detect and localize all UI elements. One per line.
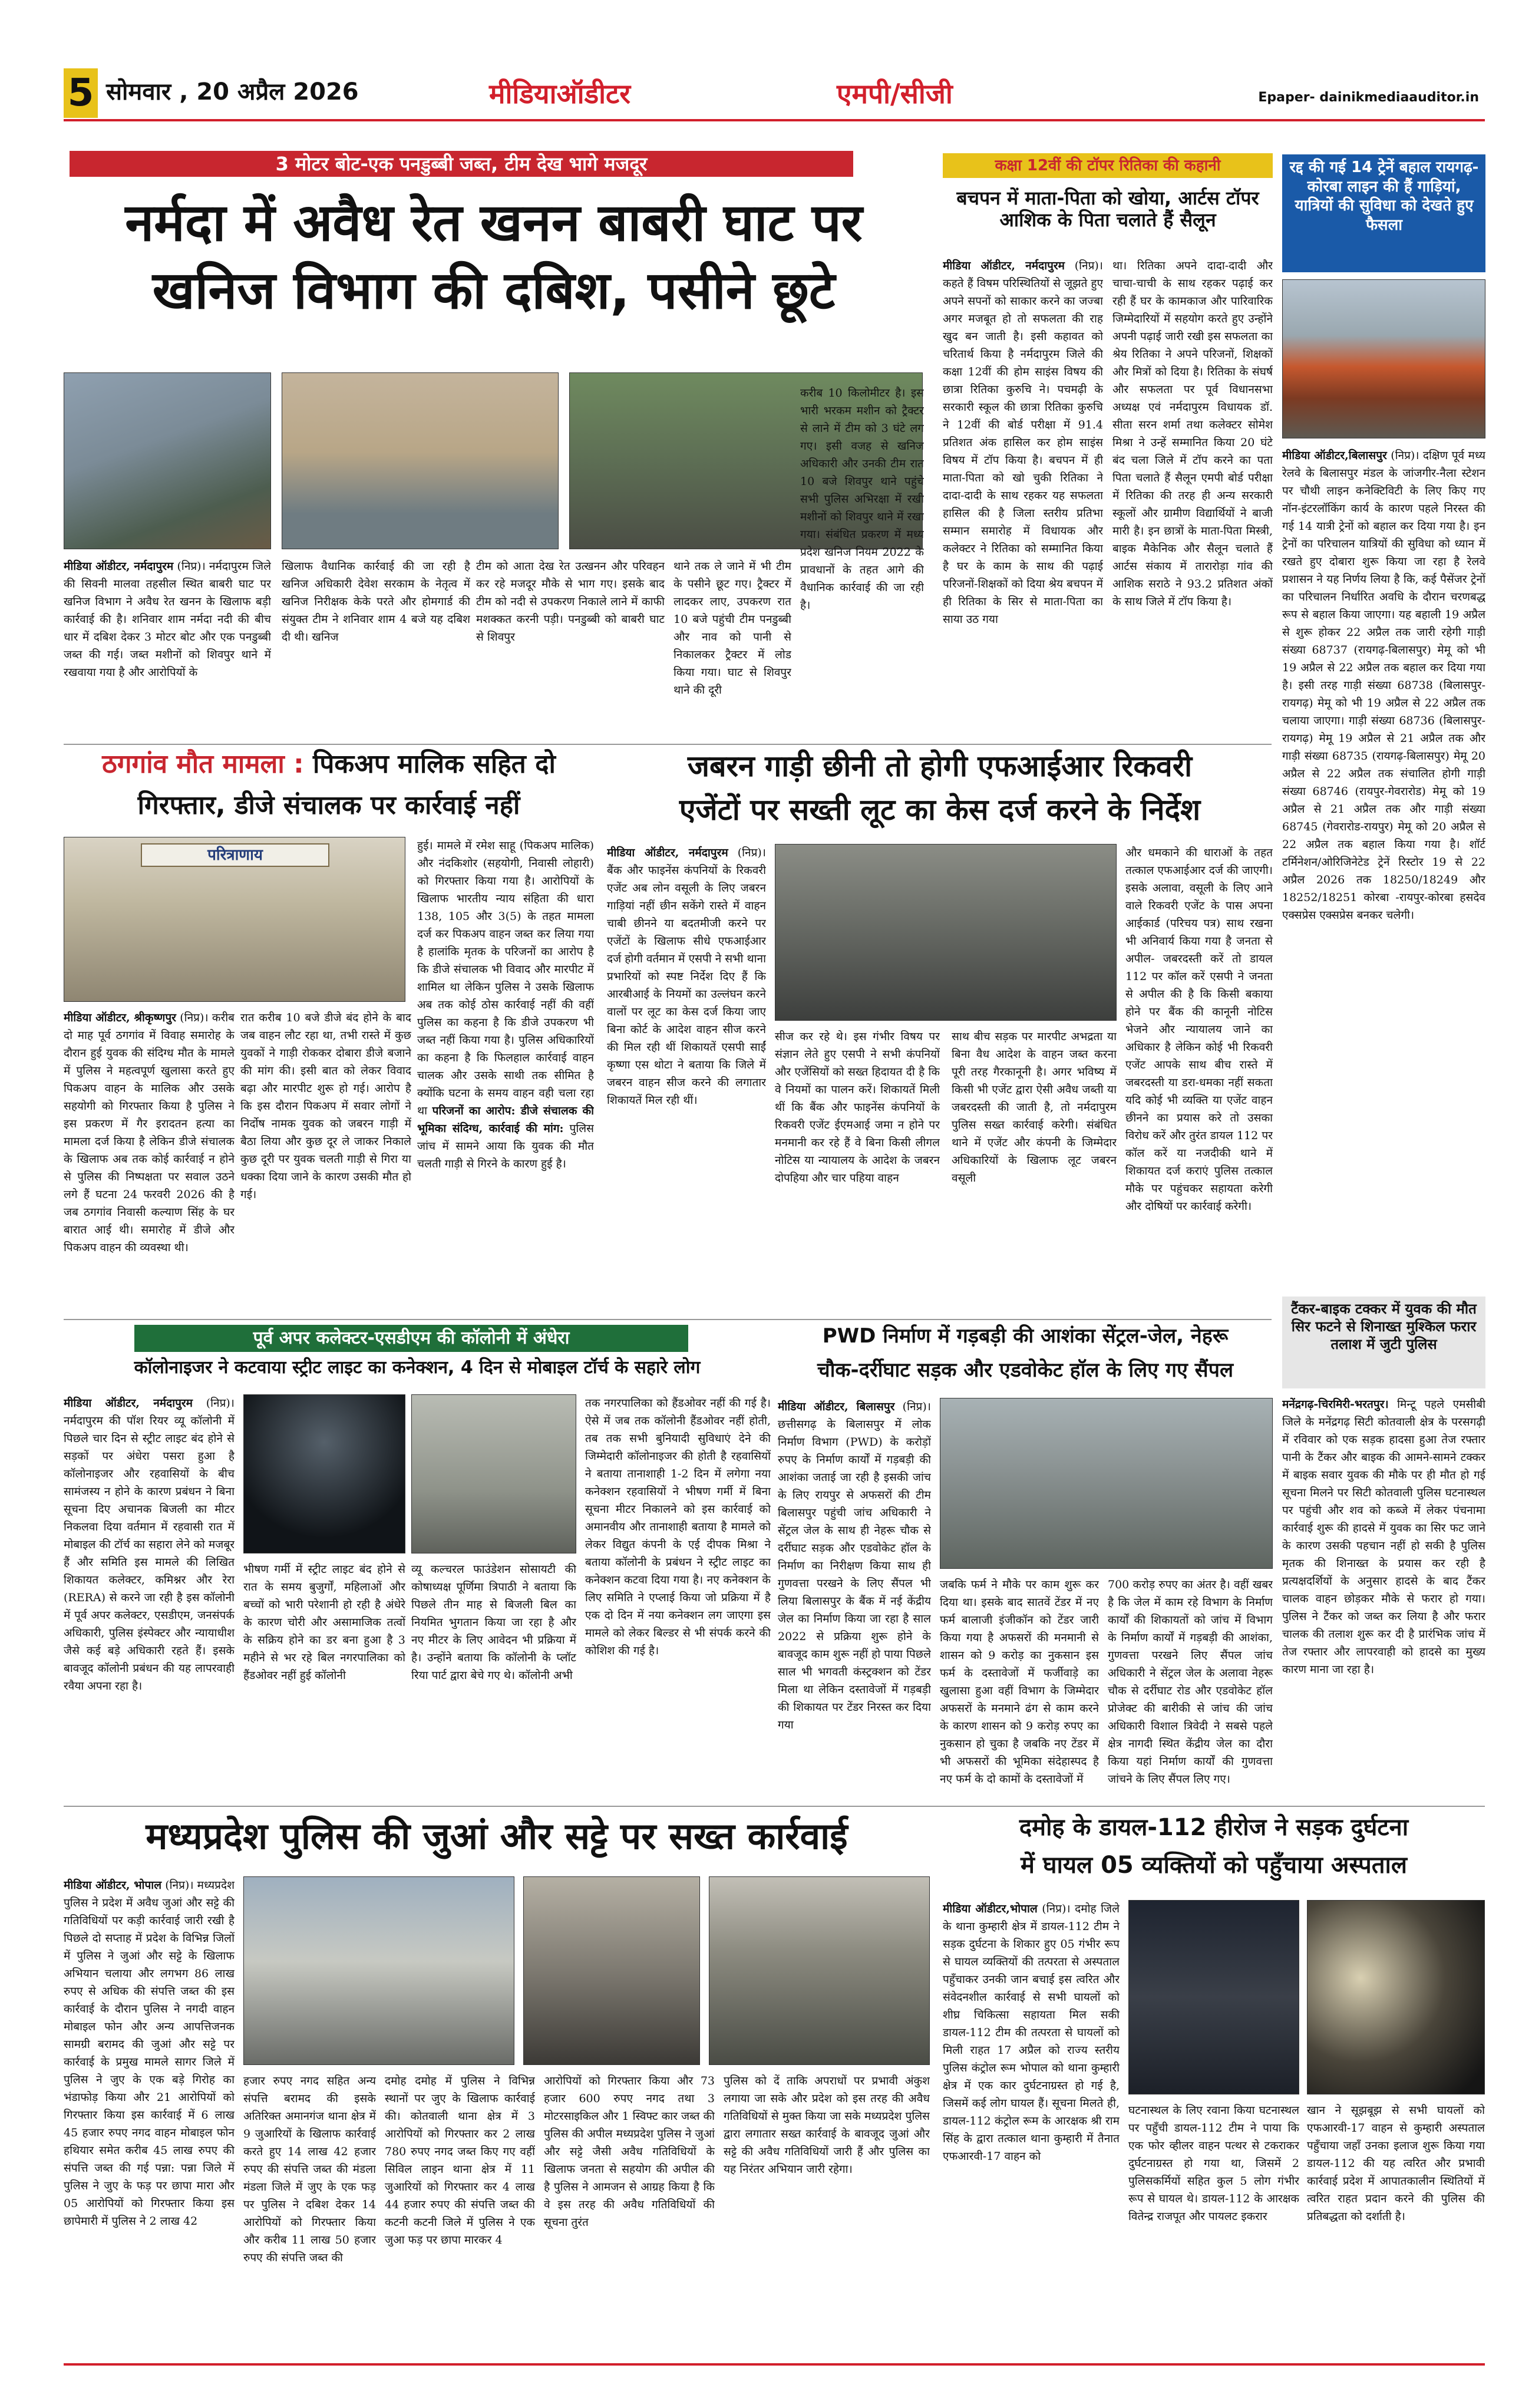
- station-banner: परित्राणाय: [141, 843, 329, 867]
- accused-group-photo: [709, 1876, 930, 2065]
- story-kicker: पूर्व अपर कलेक्टर-एसडीएम की कॉलोनी में अंधेरा: [253, 1328, 570, 1348]
- seized-bikes-photo: [775, 844, 1117, 1021]
- body-col-5: पुलिस को दें ताकि अपराधों पर प्रभावी अंकुश लगाया जा सके और प्रदेश को इस तरह की अवैध गतिविधियों से मुक्त किया जा सके मध्यप्रदेश पुलिस द्वारा लगातार सख्त कार्रवाई के बावजूद जुआं और सट्टे की अवैध गतिविधियों जारी हैं और पुलिस का यह निरंतर अभियान जारी रहेगा।: [724, 2074, 930, 2176]
- divider: [64, 1806, 1485, 1807]
- body-col-2: था। रितिका अपने दादा-दादी और चाचा-चाची के साथ रहकर पढ़ाई कर रही हैं घर के कामकाज और पारिवारिक जिम्मेदारियों में सहयोग करते हुए उन्होंने अपनी पढ़ाई जारी रखी इस सफलता का श्रेय रितिका ने अपने परिजनों, शिक्षकों और मित्रों को दिया है। रितिका के संघर्ष और सफलता पर पूर्व विधानसभा अध्यक्ष एवं नर्मदापुरम विधायक डॉ. सीता सरन शर्मा तथा कलेक्टर सोमेश मिश्रा ने उन्हें सम्मानित किया 20 घंटे बंद चला जिले में टॉप करने का पता पिता चलाते हैं सैलून एमपी बोर्ड परीक्षा में रितिका की तरह ही अन्य सरकारी स्कूलों और ग्रामीण विद्यार्थियों ने बाजी मारी है। इन छात्रों के माता-पिता मिस्त्री, बाइक मैकेनिक और सैलून चलाते हैं आर्टस संकाय में तारारोड़ा गांव की आशिक सराठे ने 93.2 प्रतिशत अंकों के साथ जिले में टॉप किया है।: [1112, 259, 1273, 608]
- ambulance-photo: [1128, 1900, 1299, 2094]
- dateline: मीडिया ऑडीटर, बिलासपुर: [778, 1400, 895, 1413]
- body-col-1: (निप्र)। दमोह जिले के थाना कुम्हारी क्षेत्र में डायल-112 टीम ने सड़क दुर्घटना के शिकार हुए 05 गंभीर रूप से घायल व्यक्तियों की तत्परता से अस्पताल पहुँचाकर उनकी जान बचाई इस त्वरित और संवेदनशील कार्रवाई से सभी घायलों को शीघ्र चिकित्सा सहायता मिल सकी डायल-112 टीम की तत्परता से घायलों को मिली राहत 17 अप्रैल को राज्य स्तरीय पुलिस कंट्रोल रूम भोपाल को थाना कुम्हारी क्षेत्र में एक कार दुर्घटनाग्रस्त हो गई है, जिसमें कई लोग घायल हैं। सूचना मिलते ही, डायल-112 कंट्रोल रूम के आरक्षक श्री राम सिंह के द्वारा तत्काल थाना कुम्हारी में तैनात एफआरवी-17 वाहन को: [943, 1902, 1120, 2163]
- meter-photo: [411, 1394, 576, 1553]
- body-col-2: जबकि फर्म ने मौके पर काम शुरू कर दिया था। इसके बाद सातवें टेंडर में नए फर्म बालाजी इंजीकॉन को टेंडर जारी किया गया है अफसरों की मनमानी से शासन को 9 करोड़ का नुकसान इस फर्म के दस्तावेजों में फर्जीवाड़े का खुलासा हुआ वहीं विभाग के जिम्मेदार अफसरों के मनमाने ढंग से काम करने के कारण शासन को 9 करोड़ रुपए का नुकसान हो चुका है जबकि नए टेंडर में भी अफसरों की भूमिका संदेहास्पद है नए फर्म के दो कामों के दस्तावेजों में: [940, 1578, 1099, 1786]
- police-station-photo: [64, 837, 405, 1002]
- story-sand-mining: [64, 137, 924, 750]
- body-col-4: आरोपियों को गिरफ्तार किया और 73 हजार 600 रुपए नगद तथा 3 मोटरसाइकिल और 1 स्विफ्ट कार जब्त की पुलिस की अपील मध्यप्रदेश पुलिस ने जुआं और सट्टे जैसी अवैध गतिविधियों के खिलाफ जनता से सहयोग की अपील की है पुलिस ने आमजन से आग्रह किया है कि वे इस तरह की अवैध गतिविधियों की सूचना तुरंत: [544, 2074, 715, 2229]
- issue-date: सोमवार , 20 अप्रैल 2026: [106, 78, 359, 105]
- story-tanker-accident: [1282, 1297, 1485, 1803]
- body-col-3: 700 करोड़ रुपए का अंतर है। वहीं खबर है कि जेल में काम रहे विभाग के निर्माण कार्यों की शिकायतों को जांच में विभाग के निर्माण कार्यों में गड़बड़ी की आशंका, गुणवत्ता परखने लिए सैंपल जांच अधिकारी ने सेंट्रल जेल के अलावा नेहरू चौक से दर्रीघाट रोड और एडवोकेट हॉल प्रोजेक्ट की बारीकी से जांच की जांच अधिकारी विशाल त्रिवेदी ने सबसे पहले क्षेत्र नागदी स्थित केंद्रीय जेल का दौरा किया यहां निर्माण कार्यों की गुणवत्ता जांचने के लिए सैंपल लिए गए।: [1108, 1578, 1273, 1786]
- body-col-1: (निप्र)। छत्तीसगढ़ के बिलासपुर में लोक निर्माण विभाग (PWD) के करोड़ों रुपए के निर्माण कार्यों में गड़बड़ी की आशंका जताई जा रही है इसकी जांच के लिए रायपुर से अफसरों की टीम बिलासपुर पहुंची जांच अधिकारी ने सेंट्रल जेल के साथ ही नेहरू चौक से दर्रीघाट सड़क और एडवोकेट हॉल के निर्माण का निरीक्षण किया साथ ही गुणवत्ता परखने के लिए सैंपल भी लिया बिलासपुर के बैंक में नई केंद्रीय जेल का निर्माण किया जा रहा है साल 2022 से प्रक्रिया शुरू होने के बावजूद काम शुरू नहीं हो पाया पिछले साल भी भगवती कंस्ट्रक्शन को टेंडर मिला था लेकिन दस्तावेजों में गड़बड़ी की शिकायत पर टेंडर निरस्त कर दिया गया: [778, 1400, 931, 1731]
- dateline: मीडिया ऑडीटर,भोपाल: [943, 1902, 1038, 1915]
- body-col-3: टीम को आता देख रेत उत्खनन और परिवहन कर रहे मजदूर मौके से भाग गए। इसके बाद टीम को नदी से उपकरण निकाले लाने में काफी मशक्कत करनी पड़ी। पनडुब्बी को बाबरी घाट से शिवपुर: [476, 560, 665, 644]
- story-kicker: कक्षा 12वीं की टॉपर रितिका की कहानी: [995, 157, 1221, 174]
- boats-photo: [64, 372, 271, 549]
- body-col-2: सीज कर रहे थे। इस गंभीर विषय पर संज्ञान लेते हुए एसपी ने सभी कंपनियों और एजेंसियों को सख्त हिदायत दी है कि वे नियमों का पालन करें। शिकायतें मिली थीं कि बैंक और फाइनेंस कंपनियों के रिकवरी एजेंट ईएमआई जमा न होने पर मनमानी कर रहे हैं वे बिना किसी लीगल नोटिस या न्यायालय के आदेश के जबरन दोपहिया और चार पहिया वाहन: [775, 1030, 940, 1185]
- story-death-case: [64, 750, 594, 1315]
- section-name: एमपी/सीजी: [837, 78, 953, 110]
- dateline: मीडिया ऑडीटर, नर्मदापुरम: [607, 846, 728, 859]
- body-col-4: थाने तक ले जाने में भी टीम के पसीने छूट गए। ट्रैक्टर में लादकर लाए, उपकरण रात 10 बजे पहुंची टीम पनडुब्बी और नाव को पानी से निकालकर ट्रैक्टर में लोड किया गया। घाट से शिवपुर थाने की दूरी: [673, 560, 791, 697]
- river-photo: [282, 372, 559, 549]
- story-topper: [943, 153, 1273, 748]
- body-col-4: और धमकाने की धाराओं के तहत तत्काल एफआईआर दर्ज की जाएगी। इसके अलावा, वसूली के लिए आने वाले रिकवरी एजेंट के पास अपना आईकार्ड (परिचय पत्र) साथ रखना भी अनिवार्य किया गया है जनता से अपील- जबरदस्ती करें तो डायल 112 पर कॉल करें एसपी ने जनता से अपील की है कि किसी बकाया होने पर बैंक की कानूनी नोटिस भेजने और न्यायालय जाने का अधिकार है लेकिन कोई भी रिकवरी एजेंट आपके साथ बीच रास्ते में जबरदस्ती या डरा-धमका नहीं सकता यदि कोई भी व्यक्ति या एजेंट वाहन छीनने का प्रयास करे तो उसका विरोध करें और तुरंत डायल 112 पर कॉल करें या नजदीकी थाने में शिकायत दर्ज कराएं पुलिस तत्काल मौके पर पहुंचकर सहायता करेगी और दोषियों पर कार्रवाई करेगी।: [1125, 846, 1273, 1213]
- dateline: मीडिया ऑडीटर,बिलासपुर: [1282, 449, 1387, 462]
- dateline: मीडिया ऑडीटर, भोपाल: [64, 1879, 162, 1892]
- epaper-link[interactable]: Epaper- dainikmediaauditor.in: [1258, 90, 1479, 105]
- story-headline-line1: PWD निर्माण में गड़बड़ी की आशंका सेंट्रल-जेल, नेहरू: [822, 1324, 1229, 1348]
- page-number: 5: [64, 68, 98, 118]
- dateline: मीडिया ऑडीटर, नर्मदापुरम: [64, 560, 174, 573]
- train-photo: [1282, 279, 1485, 438]
- story-headline: मध्यप्रदेश पुलिस की जुआं और सट्टे पर सख्त कार्रवाई: [146, 1815, 848, 1858]
- story-headline-line2: गिरफ्तार, डीजे संचालक पर कार्रवाई नहीं: [137, 790, 520, 820]
- divider: [64, 744, 1272, 745]
- body-col-1: (निप्र)। बैंक और फाइनेंस कंपनियों के रिकवरी एजेंट अब लोन वसूली के लिए जबरन गाड़ियां नहीं छीन सकेंगे रास्ते में वाहन चाबी छीनने या बदतमीजी करने पर एजेंटों के खिलाफ सीधे एफआईआर दर्ज होगी वर्तमान में एसपी ने सभी थाना प्रभारियों को स्पष्ट निर्देश दिए हैं कि आरबीआई के नियमों का उल्लंघन करने वालों पर लूट का केस दर्ज किया जाए बिना कोर्ट के आदेश वाहन सीज करने की मिल रही थीं शिकायतें एसपी साईं कृष्णा एस थोटा ने बताया कि जिले में जबरन वाहन सीज करने की लगातार शिकायतें मिल रही थीं।: [607, 846, 766, 1107]
- body-col-1: (निप्र)। मध्यप्रदेश पुलिस ने प्रदेश में अवैध जुआं और सट्टे की गतिविधियों पर कड़ी कार्रवाई जारी रखी है पिछले दो सप्ताह में प्रदेश के विभिन्न जिलों में पुलिस ने जुआं और सट्टे के खिलाफ अभियान चलाया और लगभग 86 लाख रुपए से अधिक की संपत्ति जब्त की इस कार्रवाई के दौरान पुलिस ने नगदी वाहन मोबाइल फोन और अन्य आपत्तिजनक सामग्री बरामद की जुआं और सट्टे पर कार्रवाई के प्रमुख मामले सागर जिले में पुलिस ने जुए के एक बड़े गिरोह का भंडाफोड़ किया और 21 आरोपियों को गिरफ्तार किया इस कार्रवाई में 6 लाख 45 हजार रुपए नगद वाहन मोबाइल फोन हथियार समेत करीब 45 लाख रुपए की संपत्ति जब्त की गई पन्ना: पन्ना जिले में पुलिस ने जुए के फड़ पर छापा मारा और 05 आरोपियों को गिरफ्तार किया इस छापेमारी में पुलिस ने 2 लाख 42: [64, 1879, 235, 2228]
- story-gambling: [64, 1812, 930, 2354]
- story-headline-line1: दमोह के डायल-112 हीरोज ने सड़क दुर्घटना: [1019, 1814, 1409, 1841]
- story-headline-line1: जबरन गाड़ी छीनी तो होगी एफआईआर रिकवरी: [687, 749, 1193, 783]
- body-col-5: करीब 10 किलोमीटर है। इस भारी भरकम मशीन को ट्रैक्टर से लाने में टीम को 3 घंटे लग गए। इसी वजह से खनिज अधिकारी और उनकी टीम रात 10 बजे शिवपुर थाने पहुंचे सभी पुलिस अभिरक्षा में रखी मशीनों को शिवपुर थाने में रखा गया। संबंधित प्रकरण में मध्य प्रदेश खनिज नियम 2022 के प्रावधानों के तहत आगे की वैधानिक कार्रवाई की जा रही है।: [800, 387, 924, 612]
- inspection-photo: [940, 1398, 1273, 1569]
- dateline: मीडिया ऑडीटर, श्रीकृष्णपुर: [64, 1011, 176, 1024]
- body-col-3: साथ बीच सड़क पर मारपीट अभद्रता या बिना वैध आदेश के वाहन जब्त करना पूरी तरह गैरकानूनी है। अगर भविष्य में किसी भी एजेंट द्वारा ऐसी अवैध जब्ती या जबरदस्ती की जाती है, तो नर्मदापुरम पुलिस सख्त कार्रवाई करेगी। संबंधित थाने में एजेंट और कंपनी के जिम्मेदार अधिकारियों के खिलाफ लूट जबरन वसूली: [952, 1030, 1117, 1185]
- story-headline: कॉलोनाइजर ने कटवाया स्ट्रीट लाइट का कनेक्शन, 4 दिन से मोबाइल टॉर्च के सहारे लोग: [134, 1357, 701, 1378]
- body-col-2: भीषण गर्मी में स्ट्रीट लाइट बंद होने से रात के समय बुजुर्गों, महिलाओं और बच्चों को भारी परेशानी हो रही है अंधेरे के कारण चोरी और असामाजिक तत्वों के सक्रिय होने का डर बना हुआ है 3 महीने से भर रहे बिल नगरपालिका को हैंडओवर नहीं हुई कॉलोनी: [243, 1563, 405, 1682]
- story-headline-line2: खनिज विभाग की दबिश, पसीने छूटे: [152, 260, 836, 321]
- body-col-1: (निप्र)। नर्मदापुरम जिले की सिवनी मालवा तहसील स्थित बाबरी घाट पर खनिज विभाग ने अवैध रेत खनन के खिलाफ बड़ी कार्रवाई की है। शनिवार शाम नर्मदा नदी की बीच धार में दबिश देकर 3 मोटर बोट और एक पनडुब्बी जब्त की गई। जब्त मशीनों को शिवपुर थाने में रखवाया गया है और आरोपियों के: [64, 560, 271, 679]
- story-pwd: [778, 1325, 1273, 1802]
- night-accident-photo: [1307, 1900, 1485, 2094]
- story-kicker: ठगगांव मौत मामला :: [102, 749, 304, 779]
- body-col-1: (निप्र)। करीब दो माह पूर्व ठगगांव में विवाह समारोह के दौरान हुई युवक की संदिग्ध मौत के मामले में पुलिस ने महत्वपूर्ण खुलासा करते हुए पिकअप वाहन के मालिक और उसके सहयोगी को गिरफ्तार किया है पुलिस ने इस प्रकरण में गैर इरादतन हत्या का मामला दर्ज किया है लेकिन डीजे संचालक के खिलाफ अब तक कोई कार्रवाई न होने से पुलिस की निष्पक्षता पर सवाल उठने लगे हैं घटना 24 फरवरी 2026 की है जब ठगगांव निवासी कल्याण सिंह के घर बारात आई थी। समारोह में डीजे और पिकअप वाहन की व्यवस्था थी।: [64, 1011, 235, 1254]
- story-trains: [1282, 154, 1485, 1286]
- story-colony-dark: [64, 1325, 771, 1802]
- story-headline: रद्द की गई 14 ट्रेनें बहाल रायगढ़-कोरबा लाइन की हैं गाड़ियां, यात्रियों की सुविधा को देखते हुए फैसला: [1289, 159, 1479, 234]
- dark-street-photo: [243, 1394, 405, 1553]
- story-headline-line2: में घायल 05 व्यक्तियों को पहुँचाया अस्पताल: [1021, 1852, 1407, 1879]
- body-col-2: हजार रुपए नगद सहित अन्य संपत्ति बरामद की इसके अतिरिक्त अमानगंज थाना क्षेत्र में 9 जुआरियों के खिलाफ कार्रवाई करते हुए 14 लाख 42 हजार रुपए की संपत्ति जब्त की मंडला मंडला जिले में जुए के एक फड़ पर पुलिस ने दबिश देकर 14 आरोपियों को गिरफ्तार किया और करीब 11 लाख 50 हजार रुपए की संपत्ति जब्त की: [243, 2074, 376, 2264]
- body-col-3: व्यू कल्चरल फाउंडेशन सोसायटी की कोषाध्यक्ष पूर्णिमा त्रिपाठी ने बताया कि पिछले तीन माह से बिजली बिल का नियमित भुगतान किया जा रहा है और नए मीटर के लिए आवेदन भी प्रक्रिया में है। उन्होंने बताया कि कॉलोनी के प्लॉट रिया पार्ट द्वारा बेचे गए थे। कॉलोनी अभी: [411, 1563, 576, 1682]
- story-headline: बचपन में माता-पिता को खोया, आर्टस टॉपर आशिक के पिता चलाते हैं सैलून: [956, 187, 1259, 231]
- footer-rule: [64, 2363, 1485, 2366]
- masthead-rule: [64, 119, 1485, 121]
- subhead: परिजनों का आरोप: डीजे संचालक की भूमिका संदिग्ध, कार्रवाई की मांग:: [417, 1104, 594, 1135]
- body-text: मिन्टू पहले एमसीबी जिले के मनेंद्रगढ़ सिटी कोतवाली क्षेत्र के परसगढ़ी में रविवार को एक सड़क हादसा हुआ तेज रफ्तार पानी के टैंकर और बाइक की आमने-सामने टक्कर में बाइक सवार युवक की मौके पर ही मौत हो गई सूचना मिलने पर सिटी कोतवाली पुलिस घटनास्थल पर पहुंची और शव को कब्जे में लेकर पंचनामा कार्रवाई शुरू की हादसे में युवक का सिर फट जाने के कारण उसकी पहचान नहीं हो सकी है पुलिस मृतक की शिनाख्त के प्रयास कर रही है प्रत्यक्षदर्शियों के अनुसार हादसे के बाद टैंकर चालक वाहन छोड़कर मौके से फरार हो गया। पुलिस ने टैंकर को जब्त कर लिया है और फरार चालक की तलाश शुरू कर दी है प्रारंभिक जांच में तेज रफ्तार और लापरवाही को हादसे का मुख्य कारण माना जा रहा है।: [1282, 1398, 1485, 1676]
- body-col-3: हुई। मामले में रमेश साहू (पिकअप मालिक) और नंदकिशोर (सहयोगी, निवासी लोहारी) को गिरफ्तार किया गया है। आरोपियों के खिलाफ भारतीय न्याय संहिता की धारा 138, 105 और 3(5) के तहत मामला दर्ज कर पिकअप वाहन जब्त कर लिया गया है हालांकि मृतक के परिजनों का आरोप है कि डीजे संचालक भी विवाद और मारपीट में शामिल था लेकिन पुलिस ने उसके खिलाफ अब तक कोई ठोस कार्रवाई नहीं की वहीं पुलिस का कहना है कि डीजे उपकरण भी जब्त नहीं किया गया है। पुलिस अधिकारियों का कहना है कि फिलहाल कार्रवाई वाहन चालक और उसके साथी तक सीमित है क्योंकि घटना के समय वाहन वही चला रहा था: [417, 839, 594, 1117]
- masthead: [0, 0, 1532, 118]
- story-headline-line1: नर्मदा में अवैध रेत खनन बाबरी घाट पर: [125, 192, 863, 253]
- story-kicker: 3 मोटर बोट-एक पनडुब्बी जब्त, टीम देख भागे मजदूर: [275, 153, 648, 175]
- body-col-2: खिलाफ वैधानिक कार्रवाई की जा रही है खनिज अधिकारी देवेश सरकाम के नेतृत्व में खनिज निरीक्षक केके परते और होमगार्ड की संयुक्त टीम ने शनिवार शाम 4 बजे यह दबिश दी थी। खनिज: [282, 560, 470, 644]
- body-col-2: रात करीब 10 बजे डीजे बंद होने के बाद जब वाहन लौट रहा था, तभी रास्ते में कुछ युवकों ने गाड़ी रोककर दोबारा डीजे बजाने की मांग की। इसी बात को लेकर विवाद बढ़ा और मारपीट शुरू हो गई। आरोप है कि इस दौरान पिकअप में सवार लोगों ने निर्दोष नामक युवक को जबरन गाड़ी में बैठा लिया और कुछ दूर ले जाकर निकाले कुछ दूरी पर युवक चलती गाड़ी से गिरा या धक्का दिया जाने के कारण उसकी मौत हो गई।: [240, 1011, 411, 1201]
- body-col-1: (निप्र)। कहते हैं विषम परिस्थितियों से जूझते हुए अपने सपनों को साकार करने का जज्बा अगर मजबूत हो तो सफलता की राह खुद बन जाती है। इसी कहावत को चरितार्थ किया है नर्मदापुरम जिले की कक्षा 12वीं की होम साइंस विषय की छात्रा रितिका कुरुचि ने। पचमढ़ी के सरकारी स्कूल की छात्रा रितिका कुरुचि ने 12वीं की बोर्ड परीक्षा में 91.4 प्रतिशत अंक हासिल कर होम साइंस विषय में टॉप किया है। बचपन में ही माता-पिता को खो चुकी रितिका ने दादा-दादी के साथ रहकर यह सफलता हासिल की है जिला स्तरीय प्रतिभा सम्मान समारोह में विधायक और कलेक्टर ने रितिका को सम्मानित किया है घर के काम के साथ की पढ़ाई परिजनों-शिक्षकों को दिया श्रेय बचपन में ही रितिका के सिर से माता-पिता का साया उठ गया: [943, 259, 1103, 626]
- story-dial-112: [943, 1812, 1485, 2354]
- dateline: मीडिया ऑडीटर, नर्मदापुरम: [943, 259, 1065, 272]
- body-col-3: खान ने सूझबूझ से सभी घायलों को एफआरवी-17 वाहन से कुम्हारी अस्पताल पहुँचाया जहाँ उनका इलाज शुरू किया गया डायल-112 की यह त्वरित और प्रभावी कार्रवाई प्रदेश में आपातकालीन स्थितियों में त्वरित राहत प्रदान करने की पुलिस की प्रतिबद्धता को दर्शाती है।: [1307, 2104, 1485, 2223]
- body-col-1: (निप्र)। नर्मदापुरम की पॉश रियर व्यू कॉलोनी में पिछले चार दिन से स्ट्रीट लाइट बंद होने से सड़कों पर अंधेरा पसरा हुआ है कॉलोनाइजर और रहवासियों के बीच सामंजस्य न होने के कारण प्रबंधन ने बिना सूचना दिए अचानक बिजली का मीटर निकलवा दिया वर्तमान में रहवासी रात में मोबाइल की टॉर्च का सहारा लेने को मजबूर हैं और समिति इस मामले की लिखित शिकायत कलेक्टर, कमिश्नर और रेरा (RERA) से करने जा रही है इस कॉलोनी में पूर्व अपर कलेक्टर, एसडीएम, जनसंपर्क अधिकारी, पुलिस इंस्पेक्टर और न्यायाधीश जैसे कई बड़े अधिकारी रहते हैं। इसके बावजूद कॉलोनी प्रबंधन की यह लापरवाही रवैया अपना रहा है।: [64, 1397, 235, 1693]
- story-headline: टैंकर-बाइक टक्कर में युवक की मौत सिर फटने से शिनाख्त मुश्किल फरार तलाश में जुटी पुलिस: [1291, 1301, 1477, 1353]
- story-headline-line2: एजेंटों पर सख्ती लूट का केस दर्ज करने के निर्देश: [679, 793, 1201, 827]
- body-col-4: तक नगरपालिका को हैंडओवर नहीं की गई है। ऐसे में जब तक कॉलोनी हैंडओवर नहीं होती, तब तक सभी बुनियादी सुविधाएं देने की जिम्मेदारी कॉलोनाइजर की होती है रहवासियों ने बताया तानाशाही 1-2 दिन में लगेगा नया कनेक्शन रहवासियों ने भीषण गर्मी में बिना सूचना मीटर निकालने को इस कार्रवाई को अमानवीय और तानाशाही बताया है मामले को लेकर विद्युत कंपनी के एई दीपक मिश्रा ने बताया कॉलोनी के प्रबंधन ने स्ट्रीट लाइट का कनेक्शन कटवा दिया गया है। नए कनेक्शन के लिए समिति ने एप्लाई किया जो प्रक्रिया में है एक दो दिन में नया कनेक्शन लग जाएगा इस मामले को लेकर बिल्डर से भी संपर्क करने की कोशिश की गई है।: [585, 1397, 771, 1657]
- seized-vehicles-photo: [243, 1876, 514, 2065]
- body-col-2: घटनास्थल के लिए रवाना किया घटनास्थल पर पहुँची डायल-112 टीम ने पाया कि एक फोर व्हीलर वाहन पत्थर से टकराकर दुर्घटनाग्रस्त हो गया था, जिसमें 2 पुलिसकर्मियों सहित कुल 5 लोग गंभीर रूप से घायल थे। डायल-112 के आरक्षक वितेन्द्र राजपूत और पायलट इकरार: [1128, 2104, 1299, 2223]
- body-text: (निप्र)। दक्षिण पूर्व मध्य रेलवे के बिलासपुर मंडल के जांजगीर-नैला स्टेशन पर चौथी लाइन कनेक्टिविटी के लिए किए गए नॉन-इंटरलॉकिंग कार्य के कारण पहले निरस्त की गई 14 यात्री ट्रेनों को बहाल कर दिया गया है। इन ट्रेनों का परिचालन यात्रियों की सुविधा को ध्यान में रखते हुए दोबारा शुरू किया जा रहा है रेलवे प्रशासन ने यह निर्णय लिया है कि, कई पैसेंजर ट्रेनों का परिचालन निर्धारित अवधि के दौरान चरणबद्ध रूप से बहाल किया जाएगा। यह बहाली 19 अप्रैल से शुरू होकर 22 अप्रैल तक जारी रहेगी गाड़ी संख्या 68737 (रायगढ़-बिलासपुर) मेमू को भी 19 अप्रैल से 22 अप्रैल तक बहाल कर दिया गया है। इसी तरह गाड़ी संख्या 68738 (बिलासपुर-रायगढ़) मेमू को भी 19 अप्रैल से 22 अप्रैल तक चलाया जाएगा। गाड़ी संख्या 68736 (बिलासपुर-रायगढ़) मेमू 19 अप्रैल से 21 अप्रैल तक और गाड़ी संख्या 68735 (रायगढ़-बिलासपुर) मेमू 20 अप्रैल से 22 अप्रैल तक संचालित होगी गाड़ी संख्या 68746 (रायपुर-गेवरारोड) मेमू को 19 अप्रैल से 21 अप्रैल तक और गाड़ी संख्या 68745 (गेवरारोड-रायपुर) मेमू को 20 अप्रैल से 22 अप्रैल तक बहाल किया गया है। शॉर्ट टर्मिनेशन/ओरिजिनेटेड ट्रेनें रिस्टोर 19 से 22 अप्रैल 2026 तक 18250/18249 और 18252/18251 कोरबा -रायपुर-कोरबा हसदेव एक्सप्रेस एक्सप्रेस बनकर चलेगी।: [1282, 449, 1485, 922]
- divider: [64, 1319, 1272, 1320]
- body-col-3b: पुलिस जांच में सामने आया कि युवक की मौत चलती गाड़ी से गिरने के कारण हुई है।: [417, 1122, 594, 1170]
- bikes-photo: [523, 1876, 700, 2065]
- story-headline-line2: चौक-दर्रीघाट सड़क और एडवोकेट हॉल के लिए गए सैंपल: [817, 1358, 1233, 1382]
- story-headline-line1: पिकअप मालिक सहित दो: [313, 749, 556, 779]
- body-col-3: दमोह दमोह में पुलिस ने विभिन्न स्थानों पर जुए के खिलाफ कार्रवाई की। कोतवाली थाना क्षेत्र में 3 आरोपियों को गिरफ्तार कर 2 लाख 780 रुपए नगद जब्त किए गए वहीं सिविल लाइन थाना क्षेत्र में 11 जुआरियों को गिरफ्तार कर 4 लाख 44 हजार रुपए की संपत्ति जब्त की कटनी कटनी जिले में पुलिस ने एक जुआ फड़ पर छापा मारकर 4: [385, 2074, 535, 2247]
- dateline: मीडिया ऑडीटर, नर्मदापुरम: [64, 1397, 193, 1410]
- dateline: मनेंद्रगढ़-चिरमिरी-भरतपुर।: [1282, 1398, 1389, 1411]
- paper-name: मीडियाऑडीटर: [488, 78, 631, 110]
- story-recovery-agents: [607, 750, 1273, 1315]
